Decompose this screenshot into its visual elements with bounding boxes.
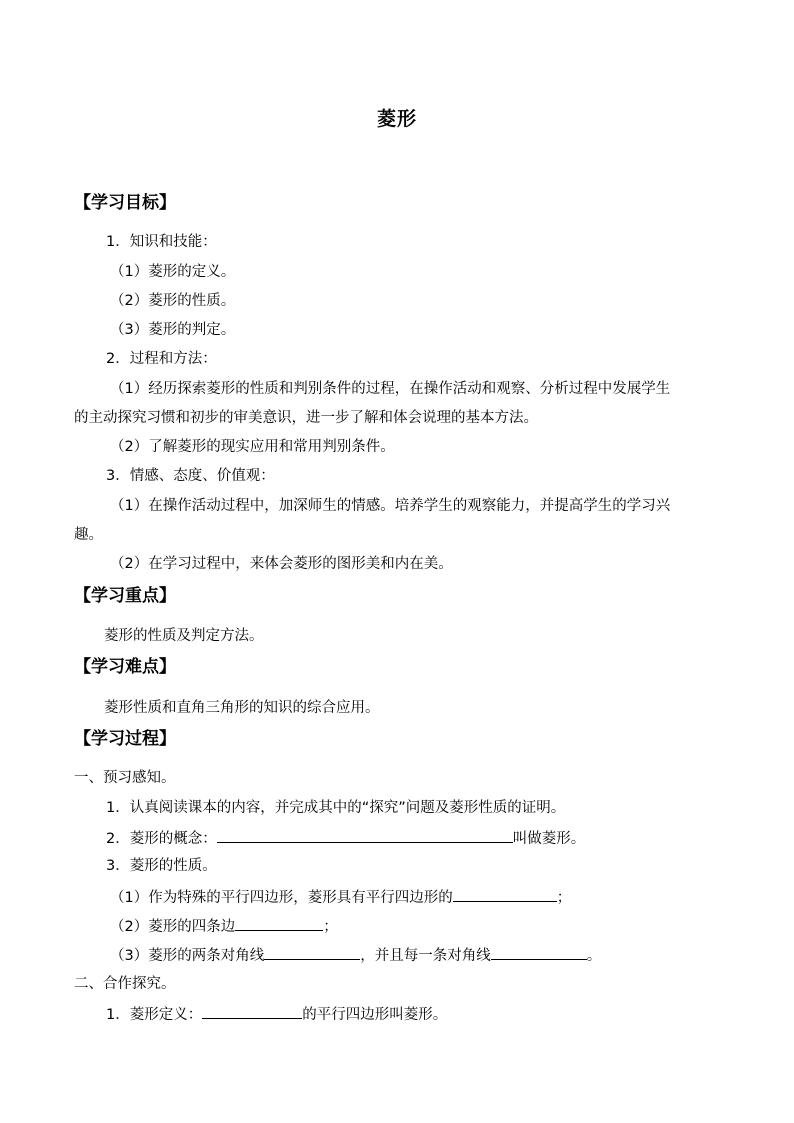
part2-item1-label: 1．菱形定义： [106,1007,203,1023]
part1-item2-label: 2．菱形的概念： [106,831,217,847]
objective-line: （2）在学习过程中，来体会菱形的图形美和内在美。 [110,556,453,572]
objective-line: 的主动探究习惯和初步的审美意识，进一步了解和体会说理的基本方法。 [74,410,538,426]
answer-blank[interactable] [217,827,513,843]
part1-item1: 1．认真阅读课本的内容，并完成其中的“探究”问题及菱形性质的证明。 [106,800,566,816]
process-heading: 【学习过程】 [74,729,176,749]
document-title: 菱形 [376,108,417,130]
part1-item2-suffix: 叫做菱形。 [512,831,586,847]
part1-item3-1 [110,886,571,908]
part2-title: 二、合作探究。 [74,976,176,992]
part1-item2 [106,827,585,849]
objective-line: （1）经历探索菱形的性质和判别条件的过程，在操作活动和观察、分析过程中发展学生 [110,381,671,397]
objective-line: （2）菱形的性质。 [110,293,236,309]
objective-line: （1）在操作活动过程中，加深师生的情感。培养学生的观察能力，并提高学生的学习兴 [110,498,671,514]
part1-item3-3 [110,944,601,966]
difficulties-text: 菱形性质和直角三角形的知识的综合应用。 [104,700,380,716]
part2-item1 [106,1003,447,1025]
key-points-heading: 【学习重点】 [74,586,176,606]
part1-item3-3-suffix: 。 [586,948,602,964]
answer-blank[interactable] [235,915,323,931]
objective-line: 3．情感、态度、价值观： [106,468,275,484]
answer-blank[interactable] [202,1003,302,1019]
part1-item3-2-label: （2）菱形的四条边 [110,919,236,935]
part2-item1-suffix: 的平行四边形叫菱形。 [302,1007,448,1023]
part1-item3-1-label: （1）作为特殊的平行四边形，菱形具有平行四边形的 [110,890,453,906]
objectives-heading: 【学习目标】 [74,193,176,213]
objective-line: 1．知识和技能： [106,234,217,250]
objective-line: （3）菱形的判定。 [110,322,236,338]
part1-item3-1-suffix: ； [556,890,572,906]
part1-item3-3-middle: ，并且每一条对角线 [360,948,491,964]
part1-item3-3-label: （3）菱形的两条对角线 [110,948,265,964]
objective-line: （2）了解菱形的现实应用和常用判别条件。 [110,439,395,455]
part1-item3-2 [110,915,338,937]
answer-blank[interactable] [453,886,557,902]
part1-title: 一、预习感知。 [74,770,176,786]
answer-blank[interactable] [491,944,587,960]
difficulties-heading: 【学习难点】 [74,657,176,677]
objective-line: 趣。 [74,527,103,543]
part1-item3-2-suffix: ； [323,919,338,935]
answer-blank[interactable] [264,944,360,960]
objective-line: （1）菱形的定义。 [110,264,236,280]
key-points-text: 菱形的性质及判定方法。 [104,628,264,644]
part1-item3: 3．菱形的性质。 [106,858,217,874]
objective-line: 2．过程和方法： [106,351,217,367]
